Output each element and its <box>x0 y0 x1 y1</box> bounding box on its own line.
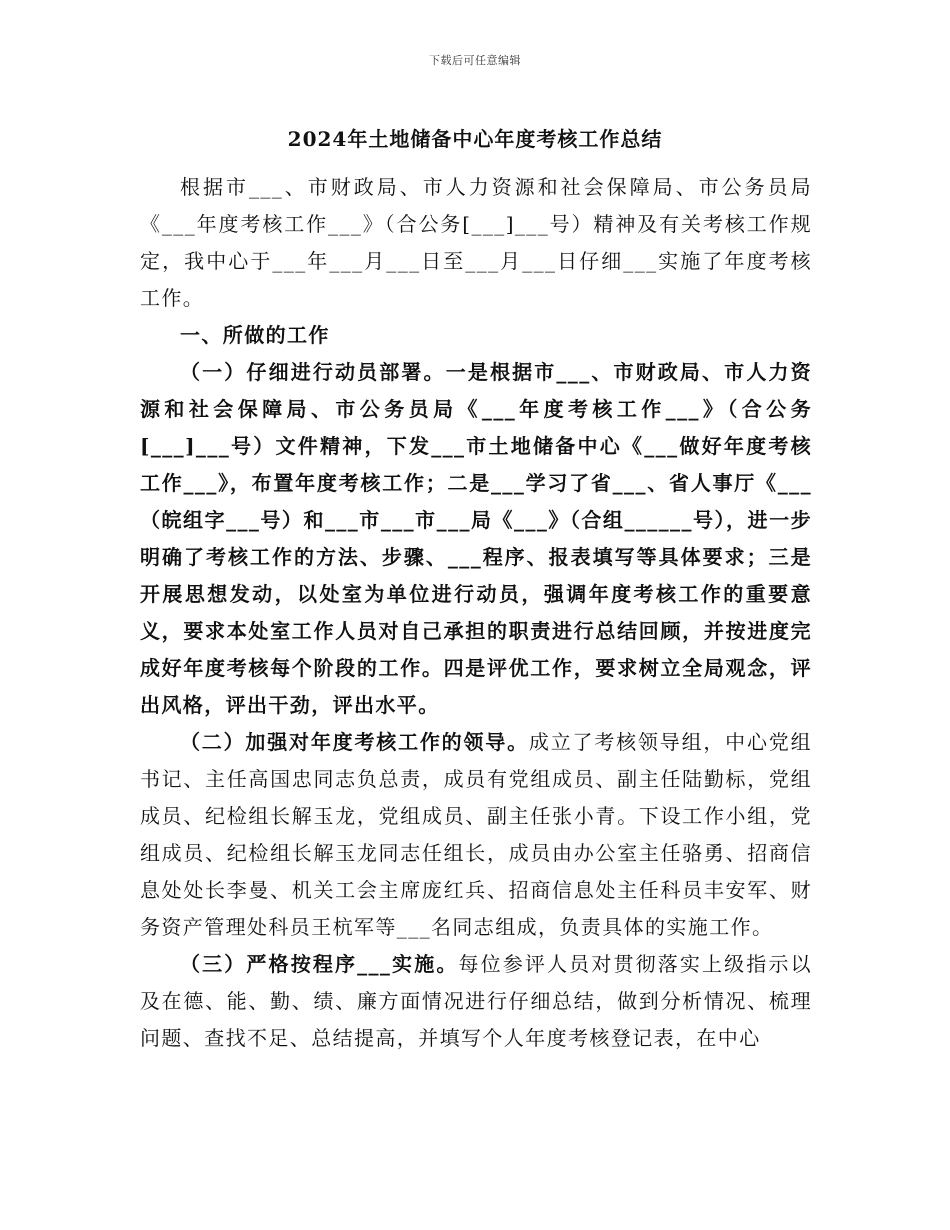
document-title: 2024年土地储备中心年度考核工作总结 <box>287 127 663 151</box>
item-3-body: 每位参评人员对贯彻落实上级指示以及在德、能、勤、绩、廉方面情况进行仔细总结，做到分析情况、梳理问题、查找不足、总结提高，并填写个人年度考核登记表，在中心 <box>140 952 812 1050</box>
item-2-lead: （二）加强对年度考核工作的领导。 <box>180 730 529 754</box>
item-1-paragraph: （一）仔细进行动员部署。一是根据市___、市财政局、市人力资源和社会保障局、市公务员局《___年度考核工作___》（合公务[___]___号）文件精神，下发___市土地储备中心《___做好年度考核工作___》，布置年度考核工作；二是___学习了省___、省人事厅《___（皖组字___号）和___市___市___局《___》（合组______号），进一步明确了考核工作的方法、步骤、___程序、报表填写等具体要求；三是开展思想发动，以处室为单位进行动员，强调年度考核工作的重要意义，要求本处室工作人员对自己承担的职责进行总结回顾，并按进度完成好年度考核每个阶段的工作。四是评优工作，要求树立全局观念，评出风格，评出干劲，评出水平。 <box>140 360 812 717</box>
item-3-paragraph <box>140 946 812 1057</box>
section-heading: 一、所做的工作 <box>180 323 330 347</box>
intro-paragraph: 根据市___、市财政局、市人力资源和社会保障局、市公务员局《___年度考核工作___》（合公务[___]___号）精神及有关考核工作规定，我中心于___年___月___日至___月___日仔细___实施了年度考核工作。 <box>140 175 812 310</box>
document-body <box>140 169 812 1057</box>
item-3-lead: （三）严格按程序___实施。 <box>180 952 459 976</box>
item-2-body: 成立了考核领导组，中心党组书记、主任高国忠同志负总责，成员有党组成员、副主任陆勤标，党组成员、纪检组长解玉龙，党组成员、副主任张小青。下设工作小组，党组成员、纪检组长解玉龙同志任组长，成员由办公室主任骆勇、招商信息处处长李曼、机关工会主席庞红兵、招商信息处主任科员丰安军、财务资产管理处科员王杭军等___名同志组成，负责具体的实施工作。 <box>140 730 813 939</box>
header-note: 下载后可任意编辑 <box>429 54 521 67</box>
item-2-paragraph <box>140 724 812 946</box>
